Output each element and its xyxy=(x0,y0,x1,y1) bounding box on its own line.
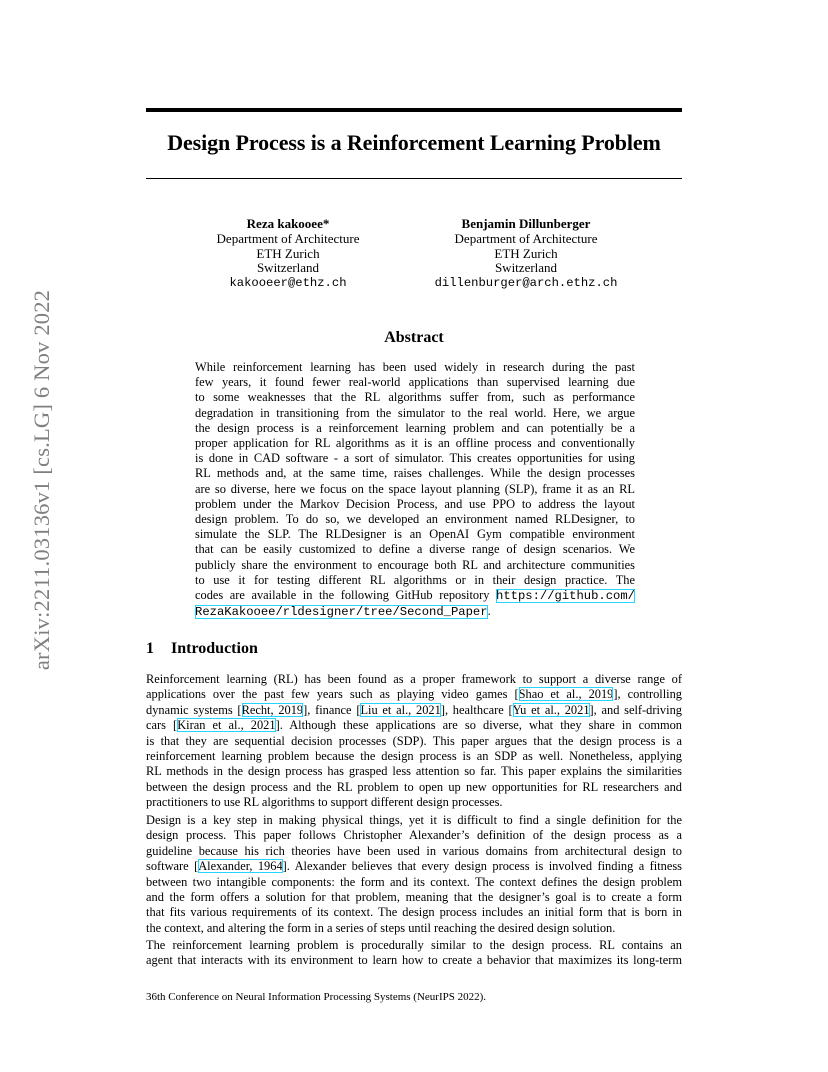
author-email: kakooeer@ethz.ch xyxy=(229,276,347,291)
abstract-line: to use it for testing different RL algorithms or in their design practice. The xyxy=(195,572,635,587)
paragraph-line: design process. This paper follows Christopher Alexander’s definition of the design process as a xyxy=(146,828,682,843)
abstract-line: degradation in transitioning from the simulator to the real world. Here, we argue xyxy=(195,405,635,420)
author-email: dillenburger@arch.ethz.ch xyxy=(434,276,618,291)
title-top-rule xyxy=(146,108,682,112)
author-department: Department of Architecture xyxy=(216,230,360,246)
section-title: Introduction xyxy=(171,640,258,657)
paragraph-line: The reinforcement learning problem is procedurally similar to the design process. RL contains an xyxy=(146,938,682,952)
abstract-line: While reinforcement learning has been used widely in research during the past xyxy=(195,360,635,374)
intro-paragraph-3 xyxy=(146,938,682,969)
abstract-line-url: RezaKakooee/rldesigner/tree/Second_Paper. xyxy=(195,604,491,620)
paragraph-line: Reinforcement learning (RL) has been found as a proper framework to support a diverse range of xyxy=(146,672,682,686)
conference-footer: 36th Conference on Neural Information Processing Systems (NeurIPS 2022). xyxy=(146,991,487,1003)
paragraph-line: agent that interacts with its environment to learn how to create a behavior that maximizes its long-term xyxy=(146,953,682,968)
intro-paragraph-2 xyxy=(146,813,682,936)
section-number: 1 xyxy=(146,640,154,657)
github-url-link-part2[interactable]: RezaKakooee/rldesigner/tree/Second_Paper xyxy=(195,605,488,620)
author-name: Reza kakooee* xyxy=(246,216,330,231)
paragraph-line: between the design process and the RL problem to open up new opportunities for RL researchers and xyxy=(146,779,682,794)
author-country: Switzerland xyxy=(494,260,558,276)
author-block-2 xyxy=(396,217,656,291)
paragraph-line: applications over the past few years such as playing video games [Shao et al., 2019], controlling xyxy=(146,687,682,702)
citation-link[interactable]: Recht, 2019 xyxy=(241,702,304,717)
abstract-line: is done in CAD software - a sort of simulator. This creates opportunities for using xyxy=(195,451,635,466)
citation-link[interactable]: Liu et al., 2021 xyxy=(360,702,441,717)
github-url-link-part1[interactable]: https://github.com/ xyxy=(496,589,635,604)
abstract-line: the design process is a reinforcement learning problem and can potentially be a xyxy=(195,420,635,435)
abstract-line: few years, it found fewer real-world applications than supervised learning due xyxy=(195,375,635,390)
paragraph-line: reinforcement learning problem because the design process is an SDP as well. Nonetheless, applying xyxy=(146,749,682,764)
abstract-body xyxy=(195,360,635,620)
paragraph-line: practitioners to use RL algorithms to support different design processes. xyxy=(146,795,503,810)
abstract-line: simulate the SLP. The RLDesigner is an OpenAI Gym compatible environment xyxy=(195,527,635,542)
paragraph-line: guideline because his rich theories have been used in various domains from architectural design to xyxy=(146,843,682,858)
citation-link[interactable]: Shao et al., 2019 xyxy=(518,687,614,702)
citation-link[interactable]: Alexander, 1964 xyxy=(198,859,283,874)
abstract-line: design problem. To do so, we developed an environment named RLDesigner, to xyxy=(195,512,635,527)
author-name: Benjamin Dillunberger xyxy=(461,216,591,231)
abstract-line: that can be easily customized to define a diverse range of design scenarios. We xyxy=(195,542,635,557)
intro-paragraph-1 xyxy=(146,672,682,811)
paragraph-line: cars [Kiran et al., 2021]. Although these applications are so diverse, what they share in common xyxy=(146,718,682,733)
arxiv-side-stamp: arXiv:2211.03136v1 [cs.LG] 6 Nov 2022 xyxy=(29,289,54,671)
author-block-1 xyxy=(158,217,418,291)
abstract-line-url: codes are available in the following GitHub repository https://github.com/ xyxy=(195,588,635,604)
abstract-line: problem under the Markov Decision Process, and use PPO to address the layout xyxy=(195,496,635,511)
paragraph-line: is that they are sequential decision processes (SDP). This paper argues that the design process is a xyxy=(146,733,682,748)
paper-title: Design Process is a Reinforcement Learning Problem xyxy=(167,130,661,155)
author-department: Department of Architecture xyxy=(454,230,598,246)
abstract-line: to some weaknesses that the RL algorithms suffer from, such as performance xyxy=(195,390,635,405)
author-institution: ETH Zurich xyxy=(256,245,320,261)
paragraph-line: software [Alexander, 1964]. Alexander believes that every design process is involved finding a fitness xyxy=(146,859,682,874)
section-heading-introduction xyxy=(146,640,258,658)
paragraph-line: and the form offers a solution for that problem, meaning that the designer’s goal is to create a form xyxy=(146,890,682,905)
paragraph-line: between two intangible components: the form and its context. The context defines the design problem xyxy=(146,874,682,889)
citation-link[interactable]: Yu et al., 2021 xyxy=(512,702,590,717)
paragraph-line: the context, and altering the form in a series of steps until reaching the desired design solution. xyxy=(146,920,616,935)
abstract-line: proper application for RL algorithms as it is an offline process and conventionally xyxy=(195,436,635,451)
author-institution: ETH Zurich xyxy=(494,245,558,261)
abstract-line: are so diverse, here we focus on the space layout planning (SLP), frame it as an RL xyxy=(195,481,635,496)
abstract-line: RL methods and, at the same time, raises challenges. While the design processes xyxy=(195,466,635,481)
paragraph-line: that fits various requirements of its context. The design process includes an initial form that is born in xyxy=(146,905,682,920)
paragraph-line: Design is a key step in making physical things, yet it is difficult to find a single definition for the xyxy=(146,813,682,827)
citation-link[interactable]: Kiran et al., 2021 xyxy=(177,718,276,733)
title-bottom-rule xyxy=(146,178,682,179)
abstract-line: publicly share the environment to encourage both RL and architecture communities xyxy=(195,557,635,572)
paragraph-line: RL methods in the design process has grasped less attention so far. This paper explains the similarities xyxy=(146,764,682,779)
paragraph-line: dynamic systems [Recht, 2019], finance [Liu et al., 2021], healthcare [Yu et al., 2021], and self-driving xyxy=(146,702,682,717)
author-country: Switzerland xyxy=(256,260,320,276)
abstract-heading: Abstract xyxy=(384,329,444,346)
